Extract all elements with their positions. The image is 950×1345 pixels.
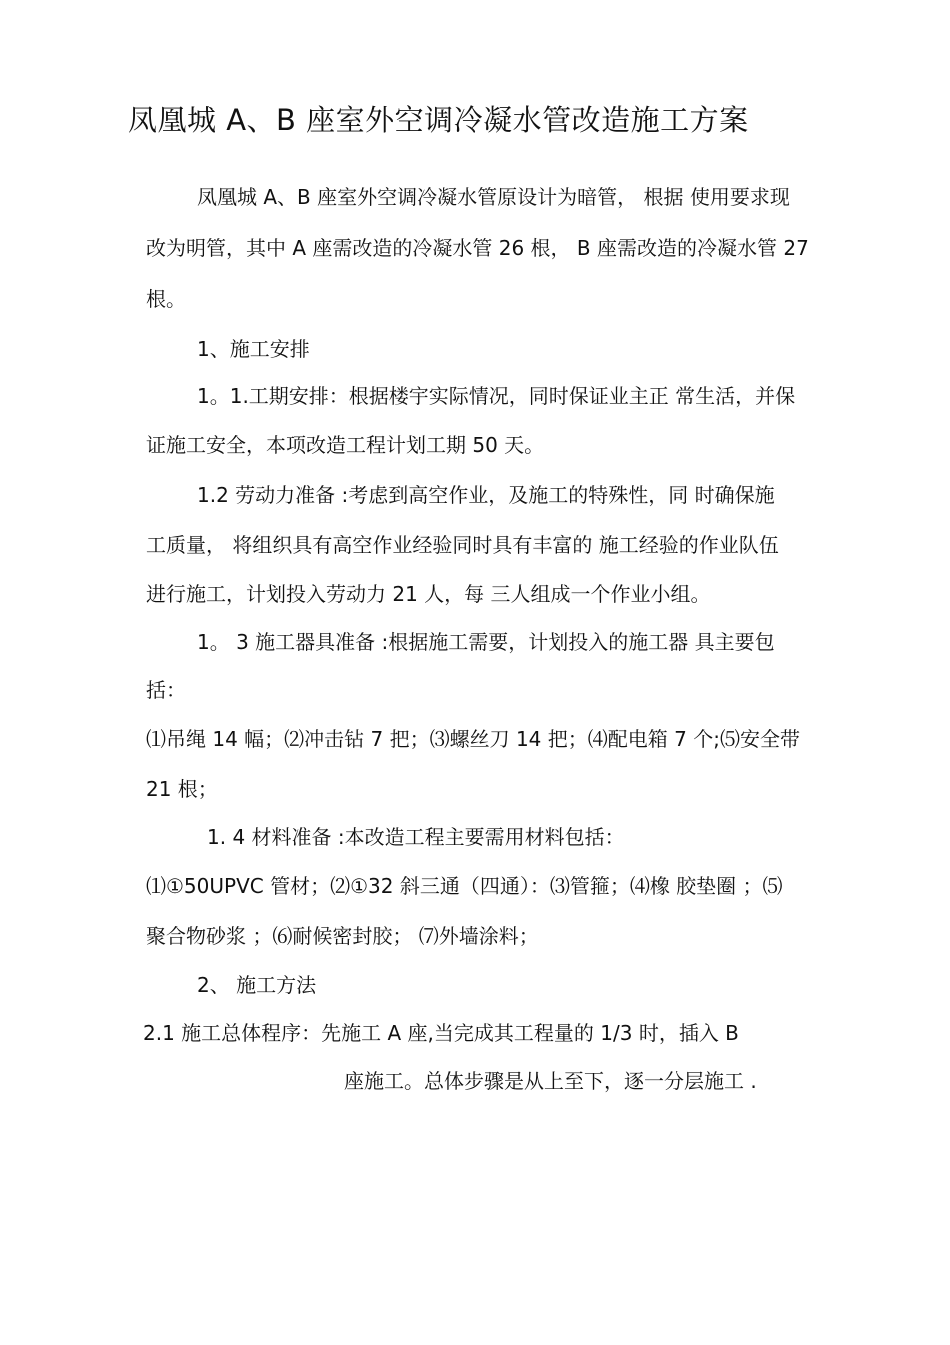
paragraph-line-7: 工质量， 将组织具有高空作业经验同时具有丰富的 施工经验的作业队伍 — [146, 533, 779, 557]
document-title: 凤凰城 A、B 座室外空调冷凝水管改造施工方案 — [128, 103, 749, 137]
paragraph-line-2: 改为明管，其中 A 座需改造的冷凝水管 26 根， B 座需改造的冷凝水管 27 — [146, 236, 809, 260]
paragraph-line-12: 座施工。总体步骤是从上至下，逐一分层施工 . — [344, 1069, 757, 1093]
paragraph-line-10: 括： — [146, 678, 186, 702]
materials-heading: 1. 4 材料准备 :本改造工程主要需用材料包括： — [207, 825, 625, 849]
materials-list-line-1: ⑴①50UPVC 管材；⑵①32 斜三通（四通）：⑶管箍；⑷橡 胶垫圈 ；⑸ — [146, 874, 783, 898]
section-heading-1: 1、施工安排 — [197, 337, 310, 361]
paragraph-line-1: 凤凰城 A、B 座室外空调冷凝水管原设计为暗管， 根据 使用要求现 — [197, 185, 790, 209]
tools-list-line-2: 21 根； — [146, 777, 218, 801]
section-heading-2: 2、 施工方法 — [197, 973, 317, 997]
materials-list-line-2: 聚合物砂浆 ；⑹耐候密封胶； ⑺外墙涂料； — [146, 924, 539, 948]
paragraph-line-6: 1.2 劳动力准备 :考虑到高空作业，及施工的特殊性，同 时确保施 — [197, 483, 775, 507]
tools-list-line-1: ⑴吊绳 14 幅；⑵冲击钻 7 把；⑶螺丝刀 14 把；⑷配电箱 7 个;⑸安全带 — [146, 727, 800, 751]
paragraph-line-3: 根。 — [146, 287, 186, 311]
paragraph-line-8: 进行施工，计划投入劳动力 21 人，每 三人组成一个作业小组。 — [146, 582, 711, 606]
paragraph-line-11: 2.1 施工总体程序：先施工 A 座,当完成其工程量的 1/3 时，插入 B — [143, 1021, 739, 1045]
paragraph-line-4: 1。1.工期安排：根据楼宇实际情况，同时保证业主正 常生活，并保 — [197, 384, 796, 408]
paragraph-line-5: 证施工安全，本项改造工程计划工期 50 天。 — [146, 433, 545, 457]
paragraph-line-9: 1。 3 施工器具准备 :根据施工需要，计划投入的施工器 具主要包 — [197, 630, 775, 654]
